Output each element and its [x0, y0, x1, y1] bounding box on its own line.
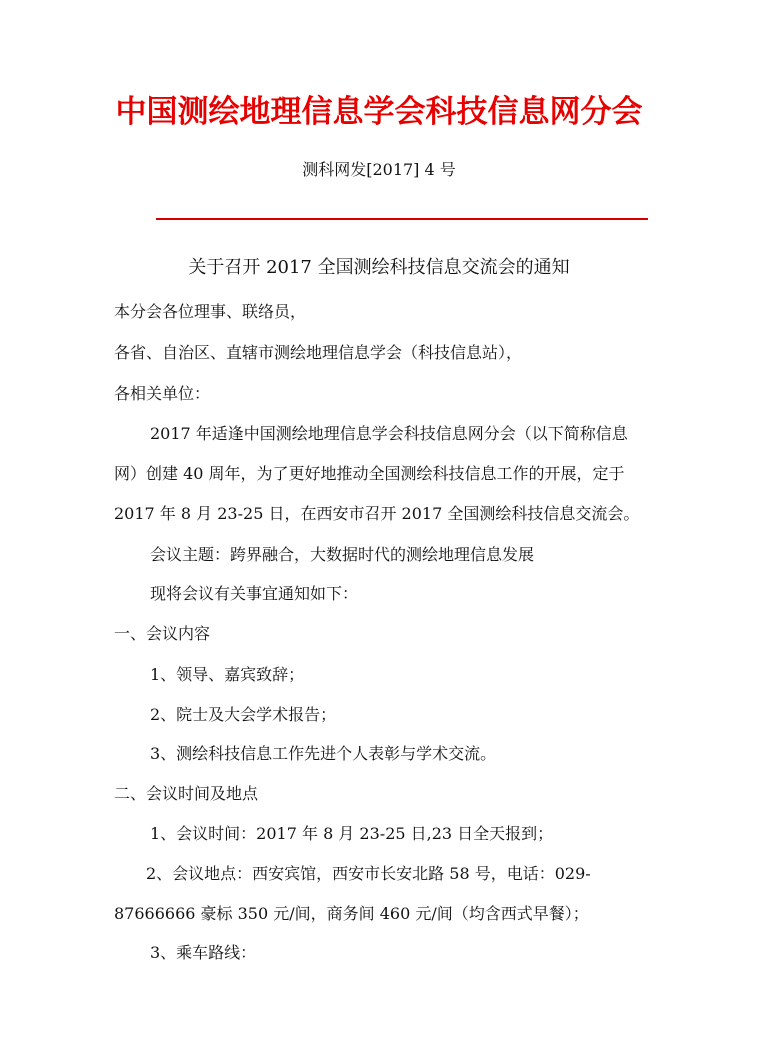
content-item: 2、院士及大会学术报告； [150, 705, 337, 724]
meeting-time: 1、会议时间：2017 年 8 月 23-25 日,23 日全天报到； [150, 824, 554, 843]
header-divider [156, 218, 648, 220]
meeting-venue: 2、会议地点：西安宾馆，西安市长安北路 58 号，电话：029- [146, 864, 591, 883]
recipient-line: 本分会各位理事、联络员， [114, 302, 307, 321]
route-heading: 3、乘车路线： [150, 943, 257, 962]
section-heading-time-place: 二、会议时间及地点 [114, 784, 259, 803]
intro-line: 网）创建 40 周年，为了更好地推动全国测绘科技信息工作的开展，定于 [114, 464, 625, 483]
document-number: 测科网发[2017] 4 号 [302, 160, 456, 179]
recipient-line: 各相关单位： [114, 384, 211, 403]
intro-line: 2017 年 8 月 23-25 日，在西安市召开 2017 全国测绘科技信息交流会。 [114, 504, 640, 523]
section-heading-content: 一、会议内容 [114, 624, 211, 643]
recipient-line: 各省、自治区、直辖市测绘地理信息学会（科技信息站）， [114, 343, 523, 362]
intro-line: 2017 年适逢中国测绘地理信息学会科技信息网分会（以下简称信息 [150, 424, 628, 443]
lead-sentence: 现将会议有关事宜通知如下： [150, 584, 359, 603]
notice-title: 关于召开 2017 全国测绘科技信息交流会的通知 [188, 257, 570, 278]
meeting-venue-continued: 87666666 豪标 350 元/间，商务间 460 元/间（均含西式早餐）； [114, 904, 589, 923]
organization-header: 中国测绘地理信息学会科技信息网分会 [115, 94, 643, 130]
meeting-theme: 会议主题：跨界融合，大数据时代的测绘地理信息发展 [150, 545, 535, 564]
content-item: 3、测绘科技信息工作先进个人表彰与学术交流。 [150, 744, 497, 763]
content-item: 1、领导、嘉宾致辞； [150, 665, 305, 684]
